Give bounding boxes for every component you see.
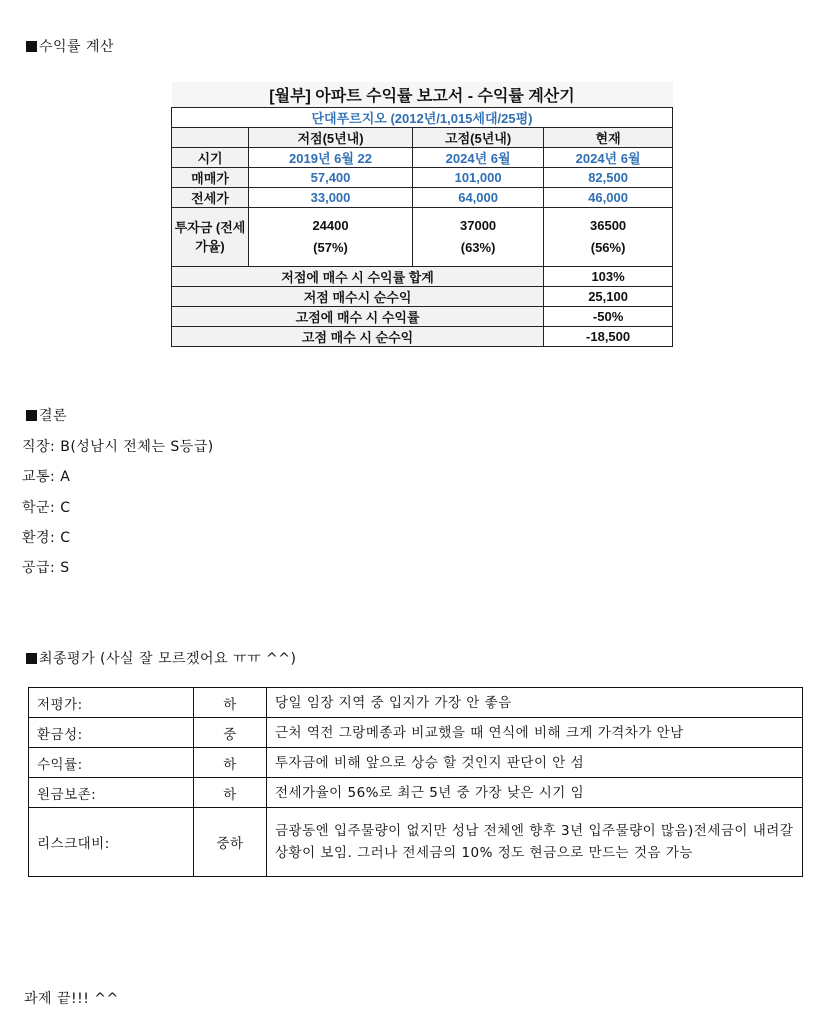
- conclusion-item: 환경: C: [22, 530, 71, 546]
- row-sale-price: [172, 168, 673, 188]
- summary-value: -18,500: [544, 327, 673, 347]
- cell-value: 33,000: [249, 188, 413, 208]
- evaluation-row: [29, 718, 803, 748]
- row-period: [172, 148, 673, 168]
- evaluation-comment: 당일 임장 지역 중 입지가 가장 안 좋음: [267, 688, 803, 718]
- row-label: 투자금 (전세가율): [172, 208, 249, 267]
- summary-row: [172, 327, 673, 347]
- evaluation-comment: 전세가율이 56%로 최근 5년 중 가장 낮은 시기 임: [267, 778, 803, 808]
- summary-row: [172, 287, 673, 307]
- evaluation-grade: 하: [194, 748, 267, 778]
- summary-label: 저점 매수시 순수익: [172, 287, 544, 307]
- footer-text: 과제 끝!!! ^^: [24, 991, 119, 1007]
- summary-value: 103%: [544, 267, 673, 287]
- section-title-conclusion: 결론: [26, 405, 67, 425]
- row-label: 매매가: [172, 168, 249, 188]
- cell-investment: [249, 208, 413, 267]
- evaluation-item: 환금성:: [29, 718, 194, 748]
- evaluation-row: [29, 688, 803, 718]
- evaluation-grade: 중: [194, 718, 267, 748]
- cell-value: 2024년 6월: [413, 148, 544, 168]
- summary-value: -50%: [544, 307, 673, 327]
- row-jeonse-price: [172, 188, 673, 208]
- evaluation-item: 저평가:: [29, 688, 194, 718]
- col-header-high: 고점(5년내): [413, 128, 544, 148]
- evaluation-comment: 근처 역전 그랑메종과 비교했을 때 연식에 비해 크게 가격차가 안남: [267, 718, 803, 748]
- evaluation-row: [29, 748, 803, 778]
- square-bullet-icon: [26, 410, 37, 421]
- evaluation-item: 원금보존:: [29, 778, 194, 808]
- investment-amount: 37000: [460, 218, 497, 233]
- investment-ratio: (63%): [460, 240, 496, 255]
- report-header-row: [172, 128, 673, 148]
- evaluation-comment: 투자금에 비해 앞으로 상승 할 것인지 판단이 안 섬: [267, 748, 803, 778]
- evaluation-item: 수익률:: [29, 748, 194, 778]
- section-title-final-evaluation: 최종평가 (사실 잘 모르겠어요 ㅠㅠ ^^): [26, 648, 296, 668]
- summary-label: 고점 매수 시 순수익: [172, 327, 544, 347]
- conclusion-item: 교통: A: [22, 469, 71, 485]
- summary-label: 고점에 매수 시 수익률: [172, 307, 544, 327]
- cell-investment: [413, 208, 544, 267]
- cell-value: 101,000: [413, 168, 544, 188]
- evaluation-item: 리스크대비:: [29, 808, 194, 877]
- evaluation-grade: 하: [194, 778, 267, 808]
- row-label: 전세가: [172, 188, 249, 208]
- investment-amount: 36500: [590, 218, 627, 233]
- evaluation-row: [29, 808, 803, 877]
- cell-value: 2019년 6월 22: [249, 148, 413, 168]
- cell-value: 82,500: [544, 168, 673, 188]
- cell-investment: [544, 208, 673, 267]
- section-title-yield: 수익률 계산: [26, 36, 114, 56]
- col-header-current: 현재: [544, 128, 673, 148]
- conclusion-item: 공급: S: [22, 560, 70, 576]
- evaluation-comment: 금광동엔 입주물량이 없지만 성남 전체엔 향후 3년 입주물량이 많음)전세금이 내려갈 상황이 보임. 그러나 전세금의 10% 정도 현금으로 만드는 것음 가능: [267, 808, 803, 877]
- cell-value: 57,400: [249, 168, 413, 188]
- summary-label: 저점에 매수 시 수익률 합계: [172, 267, 544, 287]
- final-evaluation-table: [28, 687, 803, 877]
- row-label: 시기: [172, 148, 249, 168]
- cell-value: 46,000: [544, 188, 673, 208]
- report-title: [월부] 아파트 수익률 보고서 - 수익률 계산기: [172, 82, 673, 108]
- col-header-low: 저점(5년내): [249, 128, 413, 148]
- conclusion-item: 직장: B(성남시 전체는 S등급): [22, 439, 214, 455]
- conclusion-item: 학군: C: [22, 500, 71, 516]
- investment-ratio: (57%): [313, 240, 348, 255]
- yield-report-table: [171, 82, 673, 347]
- square-bullet-icon: [26, 41, 37, 52]
- cell-value: 2024년 6월: [544, 148, 673, 168]
- report-subtitle: 단대푸르지오 (2012년/1,015세대/25평): [172, 108, 673, 128]
- corner-cell: [172, 128, 249, 148]
- summary-row: [172, 267, 673, 287]
- evaluation-grade: 중하: [194, 808, 267, 877]
- row-investment: [172, 208, 673, 267]
- square-bullet-icon: [26, 653, 37, 664]
- cell-value: 64,000: [413, 188, 544, 208]
- summary-value: 25,100: [544, 287, 673, 307]
- investment-ratio: (56%): [590, 240, 626, 255]
- evaluation-grade: 하: [194, 688, 267, 718]
- investment-amount: 24400: [312, 218, 349, 233]
- evaluation-row: [29, 778, 803, 808]
- summary-row: [172, 307, 673, 327]
